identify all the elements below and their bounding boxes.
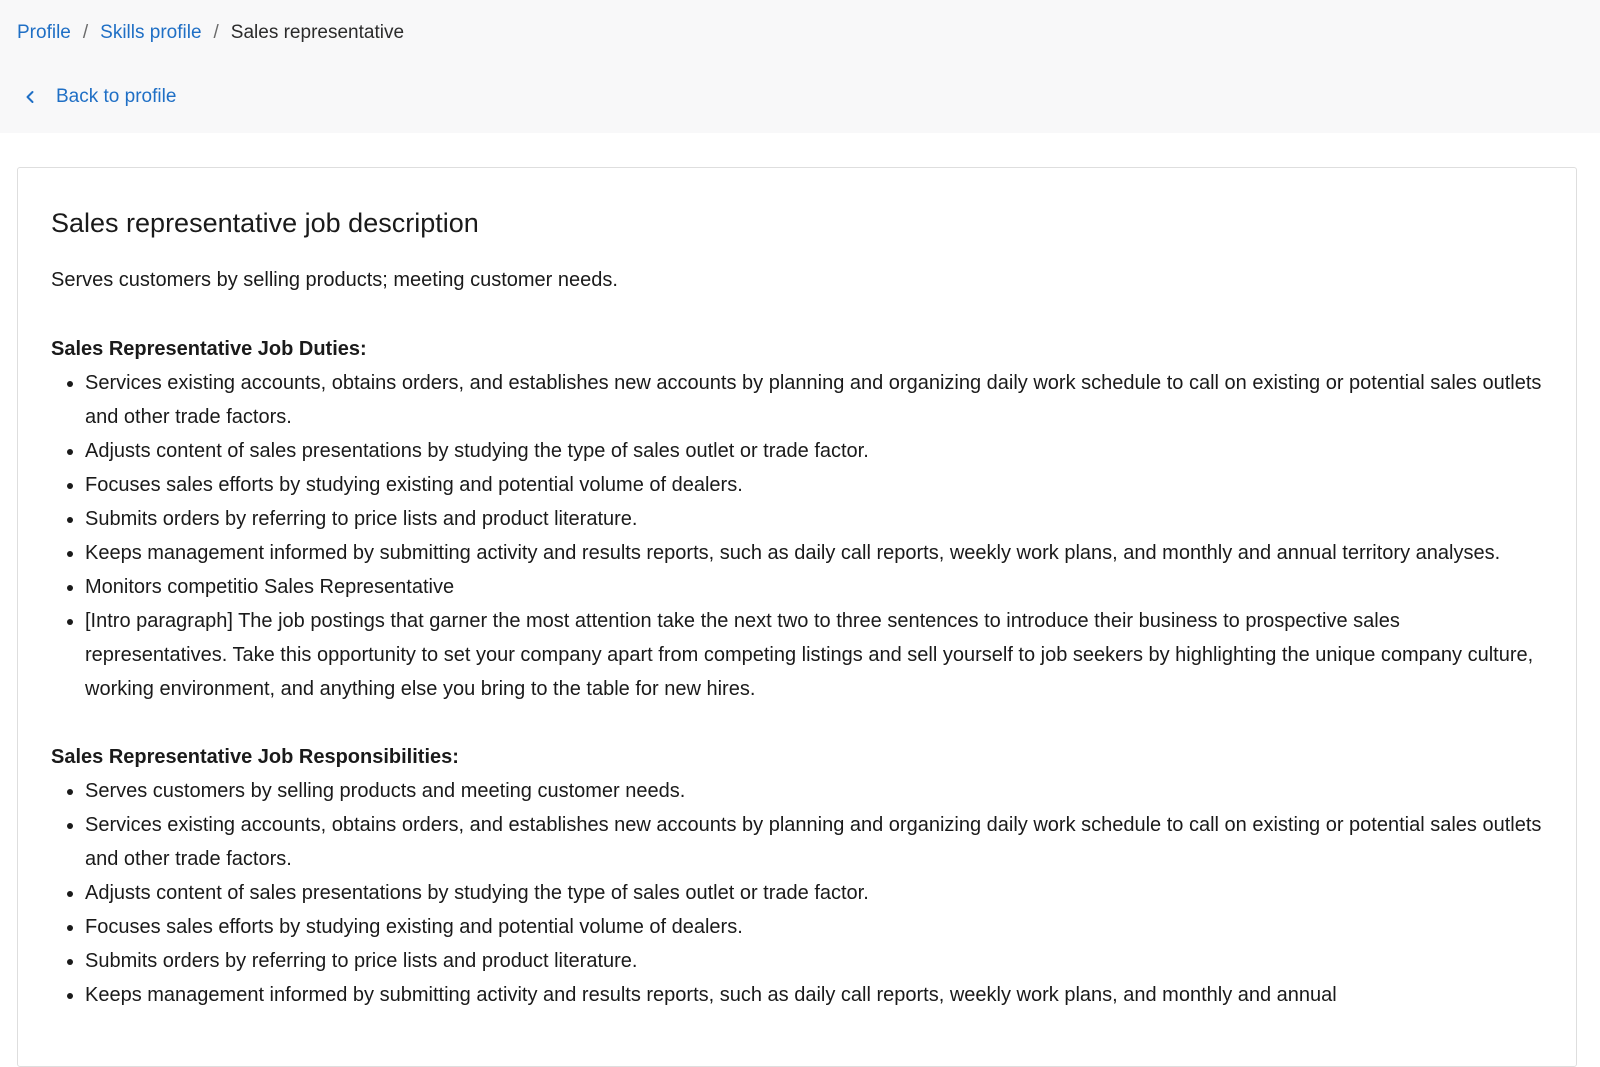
- back-to-profile-link[interactable]: [20, 86, 176, 108]
- section-heading-job-duties: Sales Representative Job Duties:: [51, 338, 367, 361]
- list-item: • Adjusts content of sales presentations by studying the type of sales outlet or trade factor.: [85, 434, 1543, 468]
- list-item: • Focuses sales efforts by studying existing and potential volume of dealers.: [85, 468, 1543, 502]
- job-description-intro: Serves customers by selling products; meeting customer needs.: [51, 269, 618, 292]
- breadcrumb-link-profile[interactable]: Profile: [17, 22, 71, 43]
- breadcrumb-current: Sales representative: [230, 22, 405, 43]
- list-item: • [Intro paragraph] The job postings that garner the most attention take the next two to three sentences to introduce their business to prospective sales representatives. Take this opportunity to set your company apart from competing listings and sell yourself to job seekers by highlighting the unique company culture, working environment, and anything else you bring to the table for new hires.: [85, 604, 1543, 706]
- list-item: • Focuses sales efforts by studying existing and potential volume of dealers.: [85, 910, 1543, 944]
- list-item: • Submits orders by referring to price lists and product literature.: [85, 502, 1543, 536]
- list-item: • Serves customers by selling products and meeting customer needs.: [85, 774, 1543, 808]
- job-description-title: Sales representative job description: [51, 208, 479, 238]
- breadcrumb: [17, 22, 404, 44]
- breadcrumb-separator: /: [82, 22, 89, 43]
- job-description-card: [17, 167, 1577, 1067]
- list-item: • Keeps management informed by submitting activity and results reports, such as daily call reports, weekly work plans, and monthly and annual: [85, 978, 1543, 1012]
- section-heading-job-responsibilities: Sales Representative Job Responsibilities:: [51, 746, 459, 769]
- page-header: [0, 0, 1600, 133]
- job-duties-list: [51, 366, 1543, 706]
- breadcrumb-link-skills-profile[interactable]: Skills profile: [100, 22, 202, 43]
- list-item: • Keeps management informed by submitting activity and results reports, such as daily call reports, weekly work plans, and monthly and annual territory analyses.: [85, 536, 1543, 570]
- breadcrumb-separator: /: [213, 22, 219, 43]
- list-item: • Adjusts content of sales presentations by studying the type of sales outlet or trade factor.: [85, 876, 1543, 910]
- list-item: • Services existing accounts, obtains orders, and establishes new accounts by planning and organizing daily work schedule to call on existing or potential sales outlets and other trade factors.: [85, 808, 1543, 876]
- back-to-profile-label: Back to profile: [56, 86, 177, 107]
- job-responsibilities-list: [51, 774, 1543, 1012]
- chevron-left-icon: [20, 87, 40, 107]
- list-item: • Services existing accounts, obtains orders, and establishes new accounts by planning and organizing daily work schedule to call on existing or potential sales outlets and other trade factors.: [85, 366, 1543, 434]
- list-item: • Monitors competitio Sales Representative: [85, 570, 1543, 604]
- list-item: • Submits orders by referring to price lists and product literature.: [85, 944, 1543, 978]
